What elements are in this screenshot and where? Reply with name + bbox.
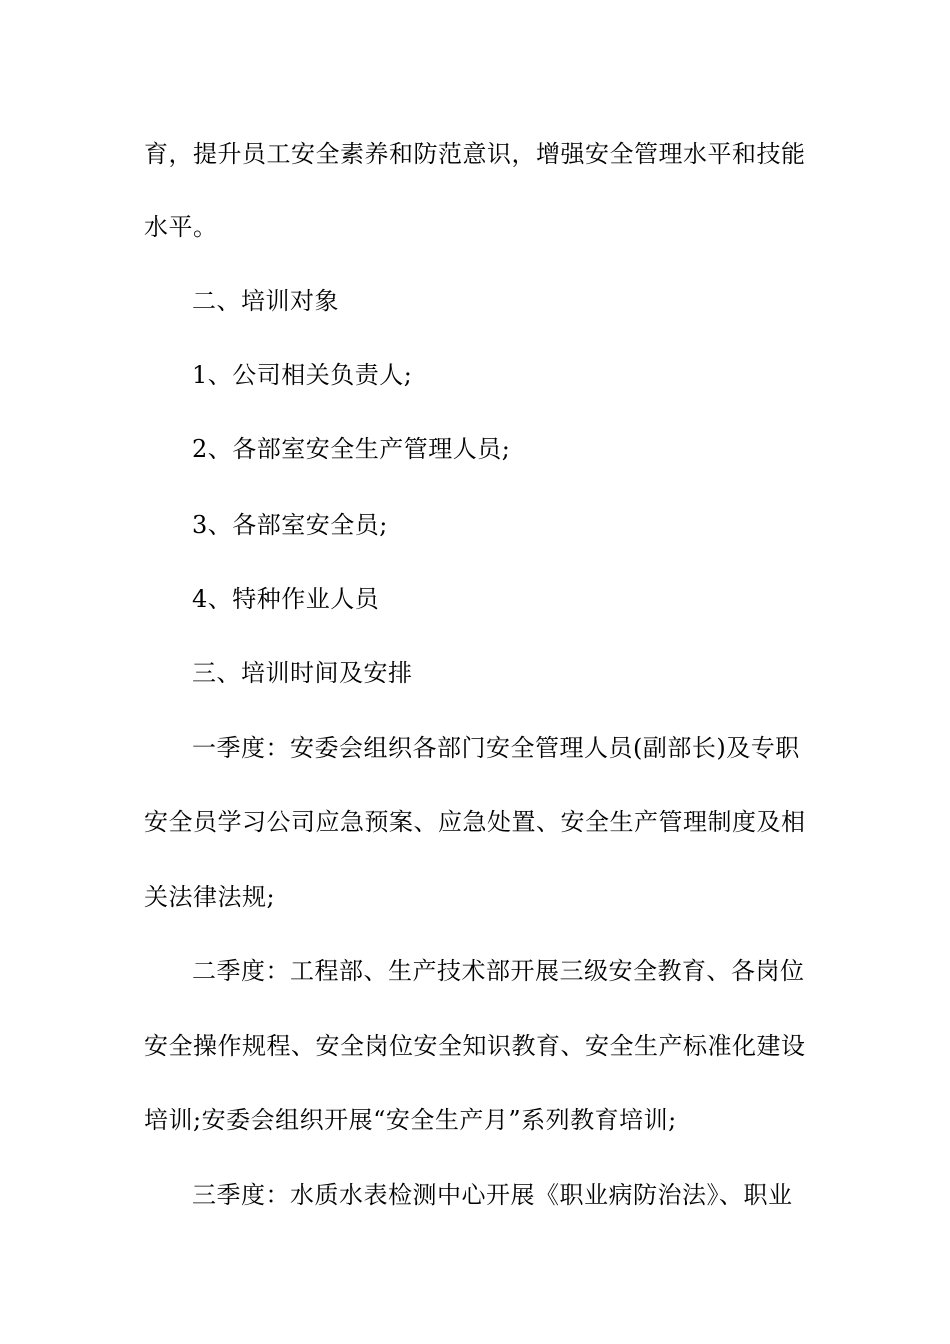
paragraph-line: 育，提升员工安全素养和防范意识，增强安全管理水平和技能: [144, 140, 806, 168]
paragraph-line: 三季度：水质水表检测中心开展《职业病防治法》、职业: [192, 1181, 793, 1209]
list-item: 4、特种作业人员: [192, 585, 380, 613]
paragraph-line: 培训;安委会组织开展“安全生产月”系列教育培训;: [144, 1106, 677, 1134]
list-item: 1、公司相关负责人;: [192, 361, 413, 389]
list-item: 2、各部室安全生产管理人员;: [192, 435, 511, 463]
paragraph-line: 水平。: [144, 213, 218, 241]
section-heading: 二、培训对象: [192, 287, 339, 315]
paragraph-line: 安全员学习公司应急预案、应急处置、安全生产管理制度及相: [144, 808, 806, 836]
paragraph-line: 一季度：安委会组织各部门安全管理人员(副部长)及专职: [192, 734, 800, 762]
paragraph-line: 关法律法规;: [144, 883, 276, 911]
paragraph-line: 安全操作规程、安全岗位安全知识教育、安全生产标准化建设: [144, 1032, 806, 1060]
paragraph-line: 二季度：工程部、生产技术部开展三级安全教育、各岗位: [192, 957, 805, 985]
section-heading: 三、培训时间及安排: [192, 659, 413, 687]
list-item: 3、各部室安全员;: [192, 511, 388, 539]
